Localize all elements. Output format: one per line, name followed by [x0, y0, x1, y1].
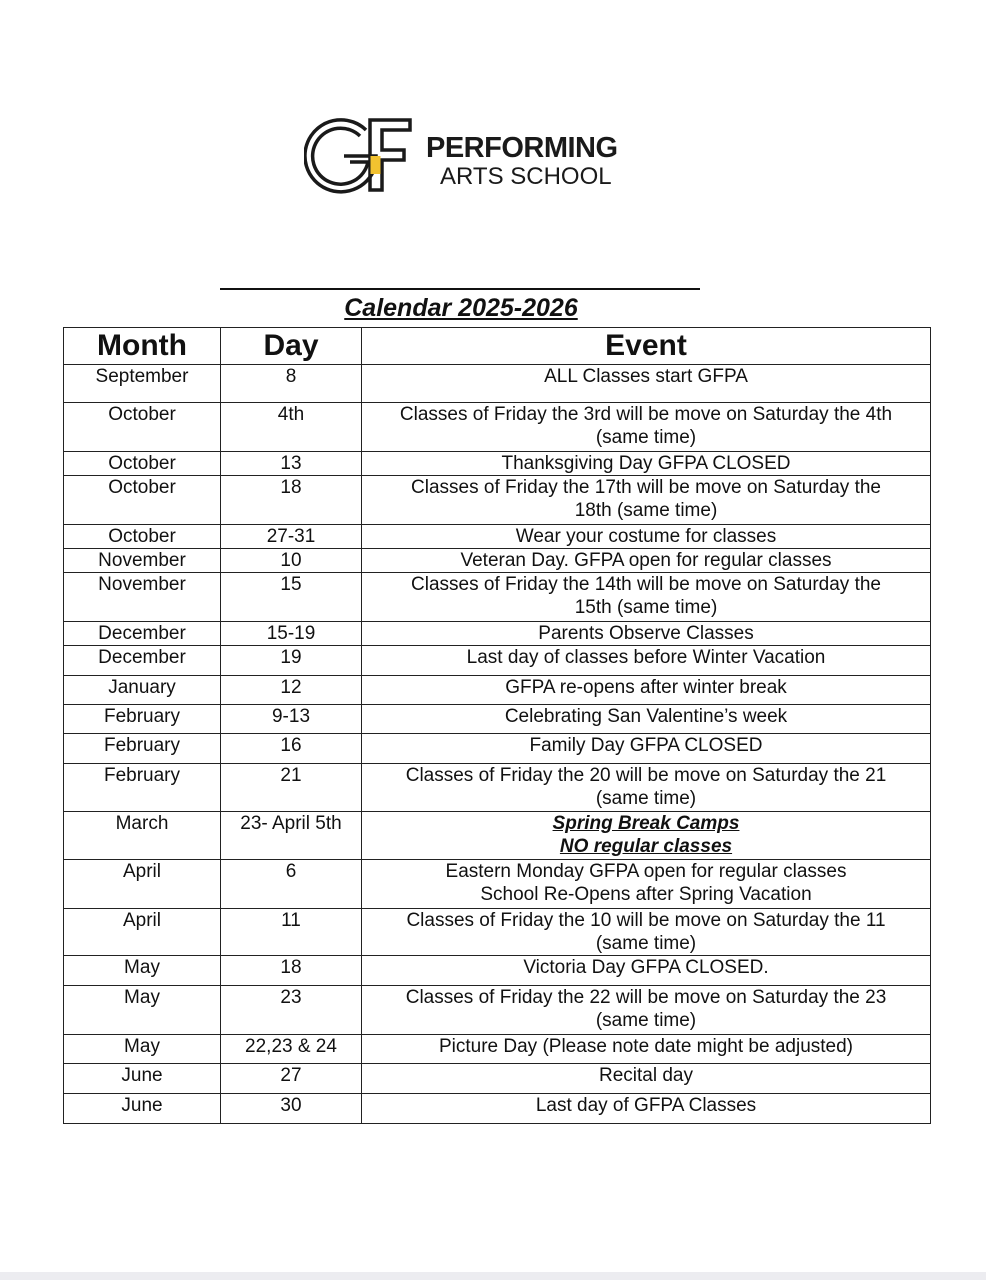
- table-header-row: [64, 328, 931, 365]
- table-row: [64, 549, 931, 573]
- cell-day: 10: [221, 549, 362, 573]
- event-text-line: (same time): [595, 1010, 697, 1031]
- cell-month: October: [64, 525, 221, 549]
- table-row: [64, 734, 931, 764]
- event-text-line: Last day of classes before Winter Vacation: [466, 647, 826, 668]
- cell-month: December: [64, 622, 221, 646]
- cell-day: 27-31: [221, 525, 362, 549]
- cell-event: [362, 909, 931, 956]
- event-text-line: Last day of GFPA Classes: [535, 1095, 757, 1116]
- calendar-rows: [64, 365, 931, 1124]
- table-row: [64, 812, 931, 860]
- cell-day: 18: [221, 476, 362, 525]
- cell-month: January: [64, 676, 221, 705]
- cell-day: 11: [221, 909, 362, 956]
- table-row: [64, 1035, 931, 1064]
- cell-month: May: [64, 956, 221, 986]
- cell-event: [362, 956, 931, 986]
- cell-month: November: [64, 549, 221, 573]
- cell-event: [362, 812, 931, 860]
- bottom-edge-bar: [0, 1272, 986, 1280]
- table-row: [64, 705, 931, 734]
- logo-line-arts-school: ARTS SCHOOL: [440, 163, 612, 190]
- event-text-line: Eastern Monday GFPA open for regular classes: [445, 861, 847, 882]
- event-text-line: Classes of Friday the 22 will be move on Saturday the 23: [405, 987, 887, 1008]
- cell-event: [362, 549, 931, 573]
- column-header-month: Month: [64, 328, 221, 365]
- cell-month: May: [64, 986, 221, 1035]
- calendar-table: [63, 327, 931, 1124]
- cell-month: March: [64, 812, 221, 860]
- cell-event: [362, 452, 931, 476]
- cell-event: [362, 764, 931, 812]
- cell-month: December: [64, 646, 221, 676]
- column-header-event: Event: [362, 328, 931, 365]
- cell-month: February: [64, 734, 221, 764]
- cell-month: April: [64, 860, 221, 909]
- table-row: [64, 764, 931, 812]
- event-text-line: 15th (same time): [574, 597, 718, 618]
- event-text-line: (same time): [595, 933, 697, 954]
- cell-day: 21: [221, 764, 362, 812]
- cell-event: [362, 646, 931, 676]
- cell-event: [362, 860, 931, 909]
- event-text-line: Victoria Day GFPA CLOSED.: [523, 957, 769, 978]
- cell-month: October: [64, 403, 221, 452]
- table-row: [64, 622, 931, 646]
- logo-line-performing: PERFORMING: [426, 132, 618, 164]
- event-text-line: Parents Observe Classes: [538, 623, 754, 644]
- cell-month: February: [64, 705, 221, 734]
- cell-day: 4th: [221, 403, 362, 452]
- cell-month: April: [64, 909, 221, 956]
- event-text-line: Classes of Friday the 14th will be move on Saturday the: [411, 574, 881, 595]
- cell-month: June: [64, 1094, 221, 1124]
- table-row: [64, 452, 931, 476]
- event-text-line: ALL Classes start GFPA: [544, 366, 748, 387]
- event-text-line: Thanksgiving Day GFPA CLOSED: [501, 453, 791, 474]
- cell-event: [362, 1094, 931, 1124]
- table-row: [64, 956, 931, 986]
- cell-day: 18: [221, 956, 362, 986]
- event-text-line: NO regular classes: [559, 836, 733, 857]
- table-row: [64, 676, 931, 705]
- table-row: [64, 986, 931, 1035]
- cell-month: October: [64, 476, 221, 525]
- cell-month: September: [64, 365, 221, 403]
- school-logo: [304, 116, 634, 196]
- cell-day: 15-19: [221, 622, 362, 646]
- table-row: [64, 403, 931, 452]
- cell-day: 27: [221, 1064, 362, 1094]
- event-text-line: Recital day: [599, 1065, 693, 1086]
- cell-event: [362, 622, 931, 646]
- event-text-line: Family Day GFPA CLOSED: [529, 735, 763, 756]
- event-text-line: Veteran Day. GFPA open for regular classes: [460, 550, 832, 571]
- cell-day: 13: [221, 452, 362, 476]
- event-text-line: Picture Day (Please note date might be adjusted): [438, 1036, 853, 1057]
- cell-event: [362, 705, 931, 734]
- cell-event: [362, 573, 931, 622]
- calendar-title: Calendar 2025-2026: [344, 294, 578, 322]
- cell-day: 19: [221, 646, 362, 676]
- cell-event: [362, 1035, 931, 1064]
- event-text-line: (same time): [595, 788, 697, 809]
- cell-day: 9-13: [221, 705, 362, 734]
- event-text-line: Classes of Friday the 3rd will be move on Saturday the 4th: [399, 404, 893, 425]
- column-header-day: Day: [221, 328, 362, 365]
- cell-event: [362, 1064, 931, 1094]
- event-text-line: Celebrating San Valentine’s week: [504, 706, 788, 727]
- table-row: [64, 1094, 931, 1124]
- event-text-line: Wear your costume for classes: [515, 526, 777, 547]
- cell-event: [362, 734, 931, 764]
- table-row: [64, 573, 931, 622]
- cell-event: [362, 403, 931, 452]
- gf-monogram-logo: [304, 116, 416, 196]
- cell-event: [362, 476, 931, 525]
- cell-day: 23- April 5th: [221, 812, 362, 860]
- cell-month: February: [64, 764, 221, 812]
- event-text-line: Classes of Friday the 10 will be move on Saturday the 11: [406, 910, 886, 931]
- table-row: [64, 860, 931, 909]
- logo-wordmark: [426, 134, 618, 189]
- title-rule: [220, 288, 700, 290]
- cell-day: 6: [221, 860, 362, 909]
- table-row: [64, 476, 931, 525]
- table-row: [64, 365, 931, 403]
- cell-month: June: [64, 1064, 221, 1094]
- cell-day: 15: [221, 573, 362, 622]
- cell-event: [362, 365, 931, 403]
- cell-month: October: [64, 452, 221, 476]
- cell-day: 30: [221, 1094, 362, 1124]
- cell-event: [362, 986, 931, 1035]
- cell-month: May: [64, 1035, 221, 1064]
- cell-event: [362, 525, 931, 549]
- event-text-line: School Re-Opens after Spring Vacation: [480, 884, 812, 905]
- event-text-line: GFPA re-opens after winter break: [505, 677, 787, 698]
- cell-day: 8: [221, 365, 362, 403]
- cell-day: 22,23 & 24: [221, 1035, 362, 1064]
- event-text-line: Spring Break Camps: [552, 813, 740, 834]
- cell-day: 23: [221, 986, 362, 1035]
- cell-month: November: [64, 573, 221, 622]
- table-row: [64, 525, 931, 549]
- event-text-line: Classes of Friday the 17th will be move on Saturday the: [411, 477, 881, 498]
- event-text-line: 18th (same time): [574, 500, 718, 521]
- table-row: [64, 1064, 931, 1094]
- table-row: [64, 909, 931, 956]
- cell-event: [362, 676, 931, 705]
- event-text-line: (same time): [595, 427, 697, 448]
- cell-day: 16: [221, 734, 362, 764]
- table-row: [64, 646, 931, 676]
- event-text-line: Classes of Friday the 20 will be move on Saturday the 21: [405, 765, 887, 786]
- cell-day: 12: [221, 676, 362, 705]
